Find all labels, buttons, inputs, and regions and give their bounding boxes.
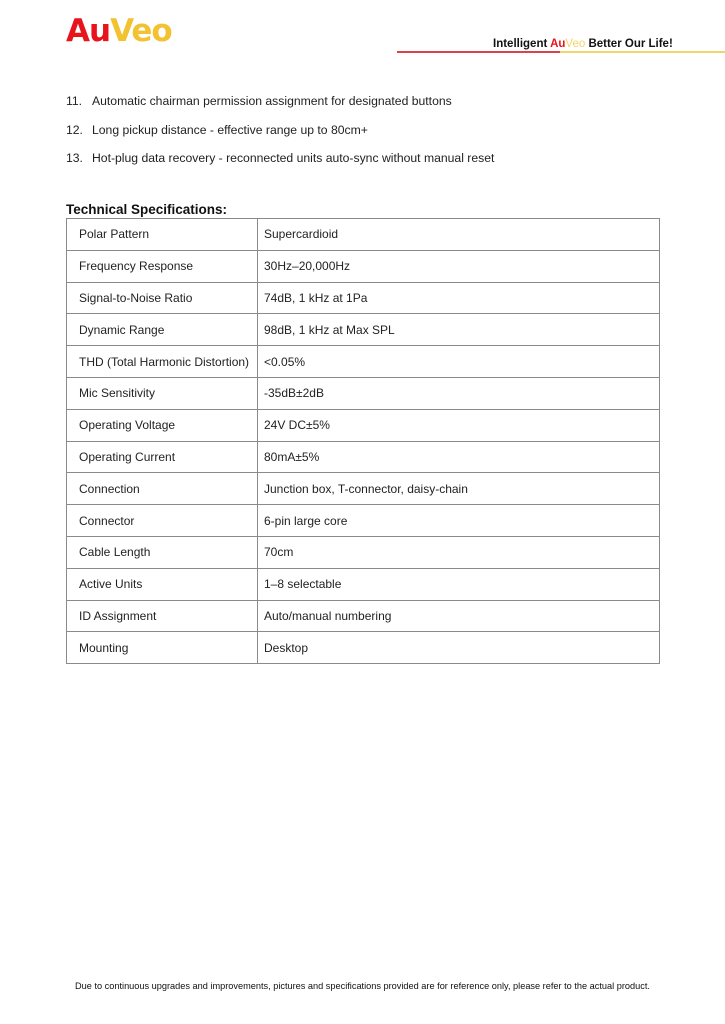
table-row [67, 441, 660, 473]
spec-value: 98dB, 1 kHz at Max SPL [258, 314, 660, 346]
spec-key: Signal-to-Noise Ratio [67, 282, 258, 314]
feature-text: Hot-plug data recovery - reconnected units auto-sync without manual reset [92, 151, 495, 165]
table-row [67, 632, 660, 664]
table-row [67, 282, 660, 314]
table-row [67, 505, 660, 537]
footer-disclaimer: Due to continuous upgrades and improvements, pictures and specifications provided are for reference only, please refer to the actual product. [75, 981, 650, 991]
spec-key: Cable Length [67, 536, 258, 568]
feature-list [66, 94, 494, 180]
logo-au: Au [66, 13, 111, 49]
feature-number: 12. [66, 122, 83, 137]
specs-table [66, 218, 660, 664]
spec-key: THD (Total Harmonic Distortion) [67, 346, 258, 378]
spec-value: 74dB, 1 kHz at 1Pa [258, 282, 660, 314]
table-row [67, 250, 660, 282]
table-row [67, 536, 660, 568]
header-rule-yellow [560, 51, 725, 53]
spec-value: 30Hz–20,000Hz [258, 250, 660, 282]
spec-value: Desktop [258, 632, 660, 664]
table-row [67, 346, 660, 378]
spec-value: 6-pin large core [258, 505, 660, 537]
feature-item [66, 94, 494, 123]
spec-key: Polar Pattern [67, 219, 258, 251]
spec-key: Dynamic Range [67, 314, 258, 346]
table-row [67, 473, 660, 505]
spec-key: Connection [67, 473, 258, 505]
auveo-logo [66, 13, 172, 49]
header-rule-red [397, 51, 560, 53]
tagline-prefix: Intelligent [493, 38, 551, 50]
spec-key: Operating Current [67, 441, 258, 473]
spec-value: Auto/manual numbering [258, 600, 660, 632]
table-row [67, 219, 660, 251]
table-row [67, 377, 660, 409]
spec-value: Junction box, T-connector, daisy-chain [258, 473, 660, 505]
table-row [67, 314, 660, 346]
tagline-suffix: Better Our Life! [585, 38, 673, 50]
table-row [67, 568, 660, 600]
feature-text: Automatic chairman permission assignment for designated buttons [92, 94, 452, 108]
tagline-brand-veo: Veo [565, 38, 586, 50]
spec-key: Mic Sensitivity [67, 377, 258, 409]
tagline-brand-au: Au [550, 38, 566, 50]
feature-text: Long pickup distance - effective range up to 80cm+ [92, 122, 368, 137]
spec-key: Operating Voltage [67, 409, 258, 441]
header-tagline [493, 38, 673, 50]
feature-number: 13. [66, 151, 83, 165]
spec-value: 70cm [258, 536, 660, 568]
spec-value: <0.05% [258, 346, 660, 378]
specs-title: Technical Specifications: [66, 202, 228, 217]
spec-key: Frequency Response [67, 250, 258, 282]
spec-value: 80mA±5% [258, 441, 660, 473]
feature-number: 11. [66, 94, 83, 108]
spec-key: Connector [67, 505, 258, 537]
spec-key: Mounting [67, 632, 258, 664]
spec-key: Active Units [67, 568, 258, 600]
spec-key: ID Assignment [67, 600, 258, 632]
table-row [67, 409, 660, 441]
feature-item [66, 123, 494, 152]
spec-value: 24V DC±5% [258, 409, 660, 441]
logo-veo: Veo [110, 13, 172, 49]
spec-value: Supercardioid [258, 219, 660, 251]
table-row [67, 600, 660, 632]
feature-item [66, 151, 494, 180]
spec-value: 1–8 selectable [258, 568, 660, 600]
spec-value: -35dB±2dB [258, 377, 660, 409]
